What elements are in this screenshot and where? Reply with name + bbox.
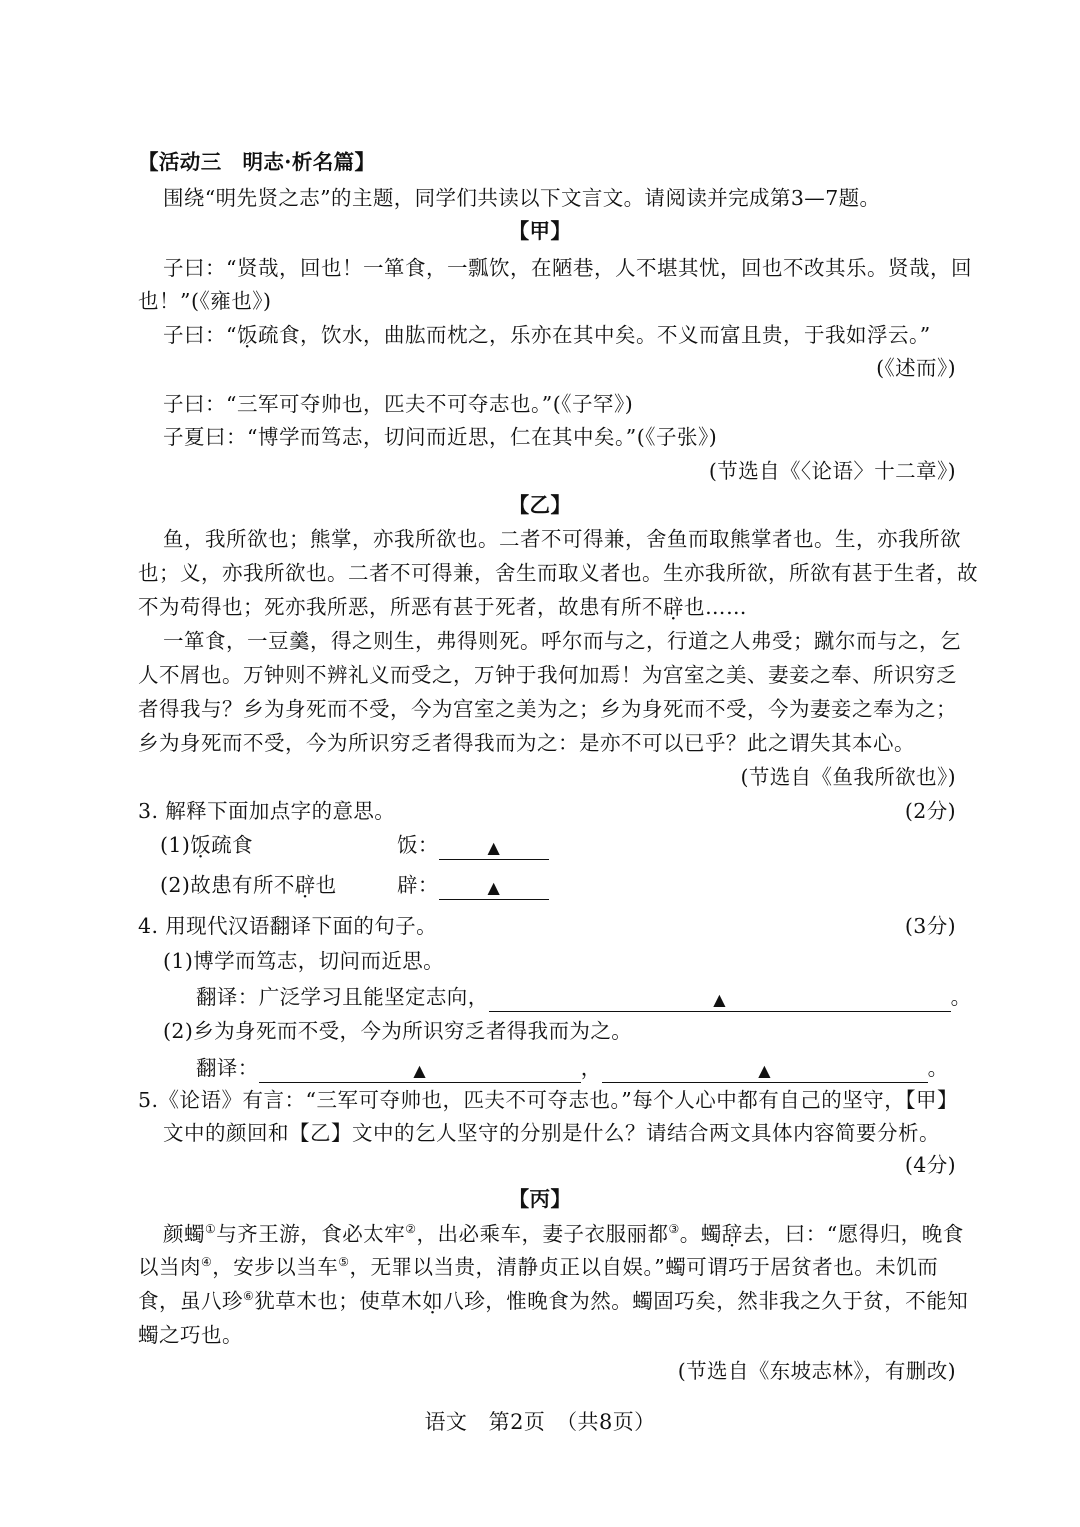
section-label-jia: 【甲】 [508, 219, 572, 243]
jia-line-4-source: (《述而》) [876, 356, 956, 380]
footnote-ref-6: ⑥ [243, 1289, 255, 1304]
dotted-char-fan: 饭 [236, 323, 258, 347]
bing-source: (节选自《东坡志林》，有删改) [677, 1359, 956, 1383]
q3-item-2 [160, 870, 337, 900]
q4-comma: ， [580, 1056, 602, 1080]
q3-score: (2分) [904, 799, 956, 823]
q3-answer-2-label: 辟： [397, 873, 439, 897]
answer-blank-2[interactable] [439, 873, 549, 900]
q3-item-1 [160, 830, 253, 860]
q3-answer-1-label: 饭： [397, 833, 439, 857]
q4-translation-2 [196, 1053, 949, 1083]
q3-answer-1 [397, 830, 549, 860]
q5-line-2: 文中的颜回和【乙】文中的乞人坚守的分别是什么？请结合两文具体内容简要分析。 [163, 1121, 940, 1145]
jia-line-6: 子夏曰：“博学而笃志，切问而近思，仁在其中矣。”(《子张》) [163, 425, 718, 449]
jia-line-3 [163, 320, 931, 350]
yi-line-1: 鱼，我所欲也；熊掌，亦我所欲也。二者不可得兼，舍鱼而取熊掌者也。生，亦我所欲 [163, 527, 961, 551]
blank-marker-icon: ▲ [758, 1061, 771, 1080]
footnote-ref-1: ① [205, 1222, 217, 1237]
q4-score: (3分) [904, 914, 956, 938]
blank-marker-icon: ▲ [487, 838, 501, 857]
yi-line-2: 也；义，亦我所欲也。二者不可得兼，舍生而取义者也。生亦我所欲，所欲有甚于生者，故 [138, 561, 978, 585]
q3-item-1-rest: 疏食 [211, 833, 253, 857]
q4-end-1: 。 [950, 985, 972, 1009]
q3-item-1-num: (1) [160, 833, 191, 857]
yi-line-4: 一箪食，一豆羹，得之则生，弗得则死。呼尔而与之，行道之人弗受；蹴尔而与之，乞 [163, 629, 961, 653]
yi-line-3-a: 不为苟得也；死亦我所恶，所恶有甚于死者，故患有所不 [138, 595, 663, 619]
answer-blank-3[interactable] [489, 985, 951, 1012]
q3-item-2-b: 也 [315, 873, 337, 897]
bing-line-3-b: 犹草木也；使草木 [254, 1289, 423, 1313]
q4-translation-1 [196, 982, 972, 1012]
bing-line-1-a: 颜蠋 [163, 1222, 205, 1246]
section-label-bing: 【丙】 [508, 1187, 572, 1211]
bing-line-1-e: 去，曰：“愿得归，晚食 [742, 1222, 964, 1246]
footnote-ref-5: ⑤ [338, 1255, 350, 1270]
bing-line-1-b: 与齐王游，食必太牢 [216, 1222, 406, 1246]
footnote-ref-4: ④ [201, 1255, 213, 1270]
yi-line-3-b: 也…… [684, 595, 747, 619]
bing-line-1-c: ，出必乘车，妻子衣服丽都 [416, 1222, 669, 1246]
bing-line-1-d: 。蠋 [679, 1222, 722, 1246]
q3-answer-2 [397, 870, 549, 900]
jia-line-5: 子曰：“三军可夺帅也，匹夫不可夺志也。”(《子罕》) [163, 392, 634, 416]
q4-sentence-2: (2)乡为身死而不受，今为所识穷乏者得我而为之。 [163, 1019, 633, 1043]
q5-line-1: 5.《论语》有言：“三军可夺帅也，匹夫不可夺志也。”每个人心中都有自己的坚守，【甲】 [138, 1088, 959, 1112]
answer-blank-1[interactable] [439, 833, 549, 860]
dotted-char-ru: 如 [422, 1289, 444, 1313]
yi-line-5: 人不屑也。万钟则不辨礼义而受之，万钟于我何加焉！为宫室之美、妻妾之奉、所识穷乏 [138, 663, 957, 687]
q3-dotted-char-fan: 饭 [190, 833, 212, 857]
intro-text: 围绕“明先贤之志”的主题，同学们共读以下文言文。请阅读并完成第3—7题。 [163, 186, 881, 210]
answer-blank-4[interactable] [259, 1056, 581, 1083]
page-footer: 语文 第2页 （共8页） [424, 1410, 656, 1434]
yi-line-3 [138, 592, 747, 622]
bing-line-1 [163, 1219, 964, 1249]
bing-line-2 [138, 1252, 938, 1282]
q5-score: (4分) [904, 1153, 956, 1177]
footnote-ref-3: ③ [668, 1222, 680, 1237]
yi-line-6: 者得我与？乡为身死而不受，今为宫室之美为之；乡为身死而不受，今为妻妾之奉为之； [138, 697, 957, 721]
q3-item-2-a: (2)故患有所不 [160, 873, 295, 897]
yi-line-7: 乡为身死而不受，今为所识穷乏者得我而为之：是亦不可以已乎？此之谓失其本心。 [138, 731, 915, 755]
jia-line-3-a: 子曰：“ [163, 323, 237, 347]
jia-source: (节选自《〈论语〉十二章》) [708, 459, 956, 483]
q3-text: 3. 解释下面加点字的意思。 [138, 799, 396, 823]
bing-line-2-b: ，安步以当车 [212, 1255, 339, 1279]
q4-text: 4. 用现代汉语翻译下面的句子。 [138, 914, 437, 938]
blank-marker-icon: ▲ [413, 1061, 427, 1080]
dotted-char-bi: 辟 [663, 595, 684, 619]
jia-line-2: 也！”(《雍也》) [138, 289, 272, 313]
bing-line-3 [138, 1286, 968, 1316]
yi-source: (节选自《鱼我所欲也》) [740, 765, 956, 789]
bing-line-2-a: 以当肉 [138, 1255, 201, 1279]
answer-blank-5[interactable] [602, 1056, 928, 1083]
q4-sentence-1: (1)博学而笃志，切问而近思。 [163, 949, 445, 973]
blank-marker-icon: ▲ [487, 878, 501, 897]
q4-translation-2-label: 翻译： [196, 1056, 259, 1080]
dotted-char-ci: 辞 [721, 1222, 743, 1246]
bing-line-3-a: 食，虽八珍 [138, 1289, 243, 1313]
q4-end-2: 。 [927, 1056, 949, 1080]
bing-line-3-c: 八珍，惟晚食为然。蠋固巧矣，然非我之久于贫，不能知 [443, 1289, 969, 1313]
q3-dotted-char-bi: 辟 [294, 873, 316, 897]
section-label-yi: 【乙】 [508, 493, 572, 517]
q4-translation-1-label: 翻译：广泛学习且能坚定志向， [196, 985, 489, 1009]
activity-title: 【活动三 明志·析名篇】 [138, 150, 376, 174]
jia-line-3-b: 疏食，饮水，曲肱而枕之，乐亦在其中矣。不义而富且贵，于我如浮云。” [257, 323, 931, 347]
bing-line-4: 蠋之巧也。 [138, 1323, 243, 1347]
bing-line-2-c: ，无罪以当贵，清静贞正以自娱。”蠋可谓巧于居贫者也。未饥而 [349, 1255, 939, 1279]
jia-line-1: 子曰：“贤哉，回也！一箪食，一瓢饮，在陋巷，人不堪其忧，回也不改其乐。贤哉，回 [163, 256, 972, 280]
blank-marker-icon: ▲ [713, 990, 726, 1009]
footnote-ref-2: ② [405, 1222, 417, 1237]
